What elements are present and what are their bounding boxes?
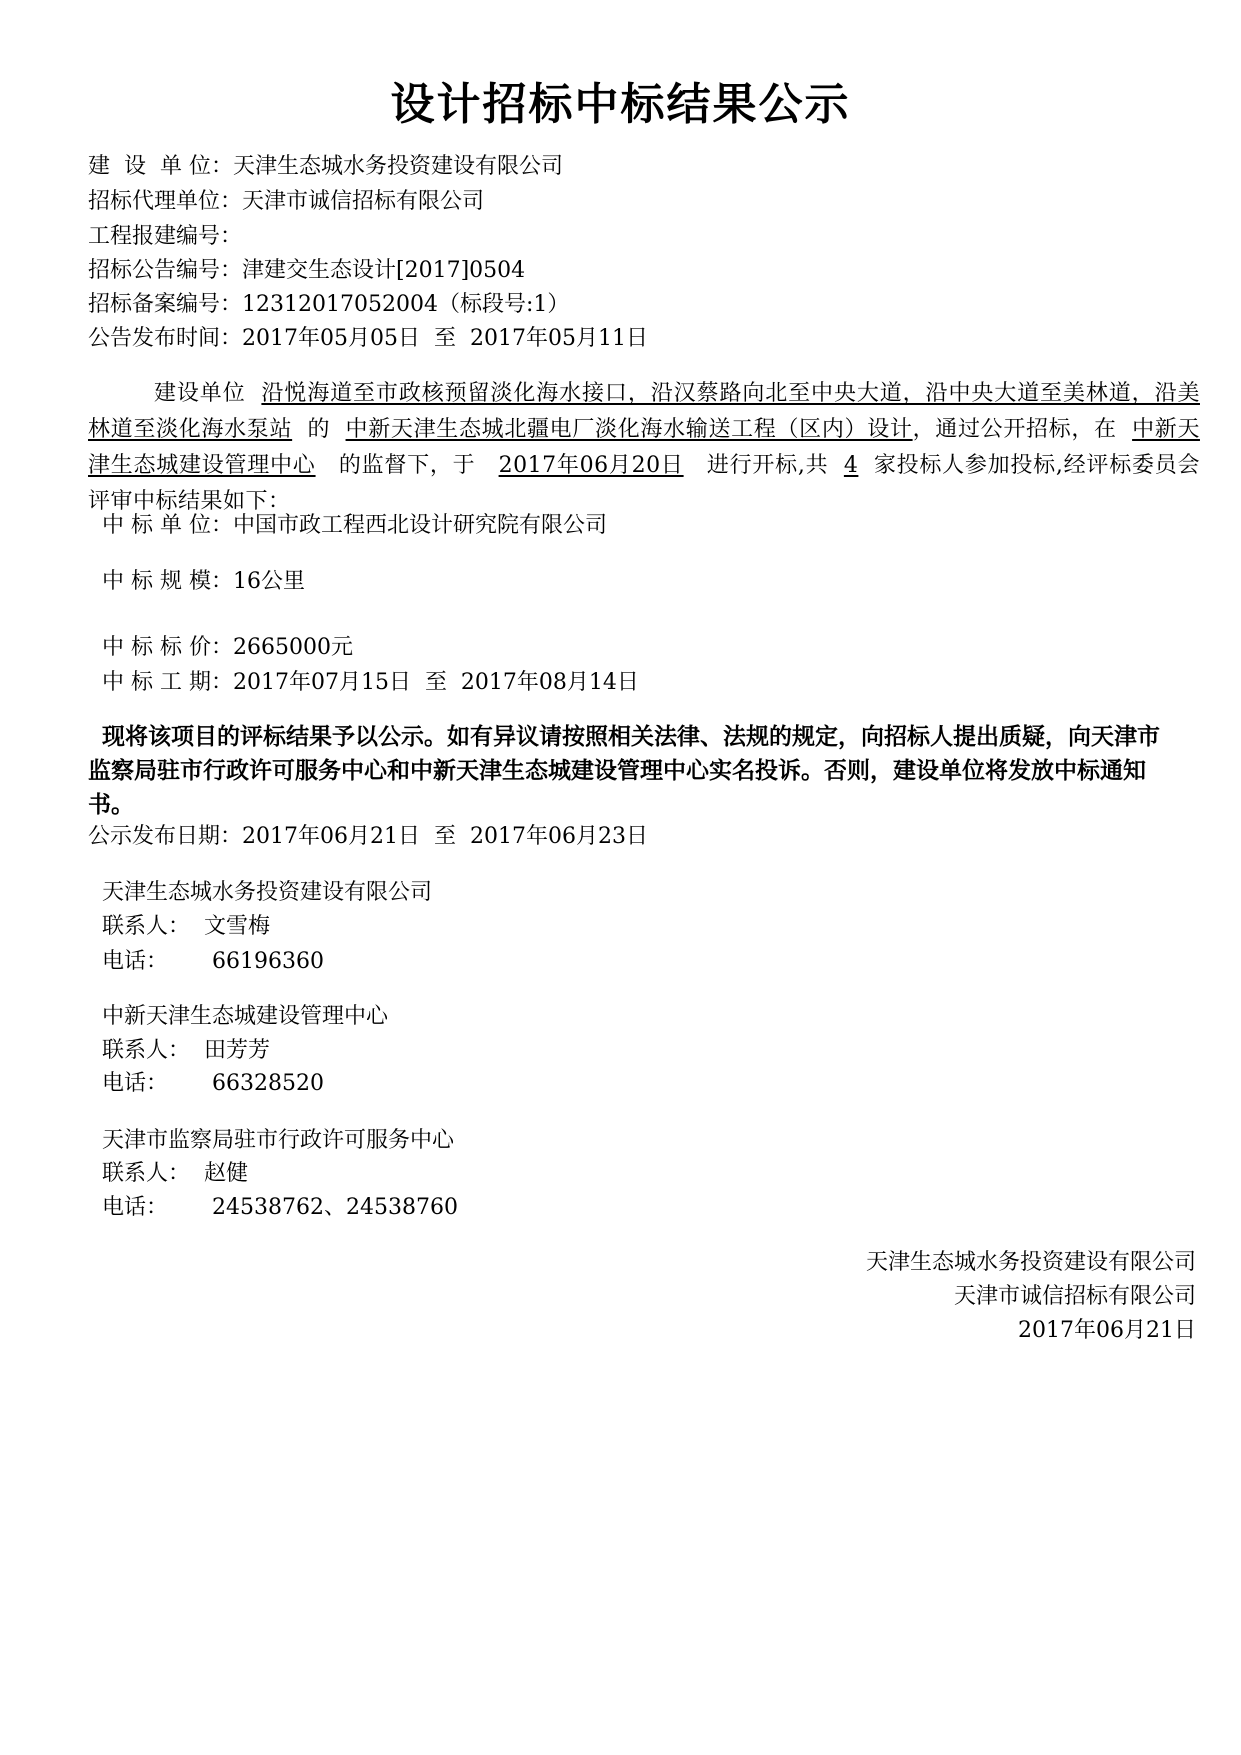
page-title: 设计招标中标结果公示 [390,79,851,130]
period-value: 2017年07月15日 至 2017年08月14日 [232,670,639,695]
contact-phone: 66196360 [212,949,324,974]
contact-phone-label: 电话： [102,949,169,974]
publicity-label: 公示发布日期： [88,824,243,849]
winner-label: 中 标 单 位： [102,513,233,538]
notice-no-value: 津建交生态设计[2017]0504 [242,258,526,283]
intro-text-2: 的 [307,417,331,442]
scale-row [102,567,305,597]
record-no-label: 招标备案编号： [88,292,243,317]
agency-value: 天津市诚信招标有限公司 [242,189,485,214]
signature-builder: 天津生态城水务投资建设有限公司 [865,1250,1196,1275]
winner-value: 中国市政工程西北设计研究院有限公司 [232,513,607,538]
contact-phone-label: 电话： [102,1071,169,1096]
contact-person-label: 联系人： [102,914,191,939]
contact-person: 赵健 [204,1161,249,1186]
record-no-value: 12312017052004（标段号:1） [242,292,570,317]
contact-person-label: 联系人： [102,1161,191,1186]
intro-text-4: 的监督下，于 [338,453,476,478]
price-label: 中 标 标 价： [102,635,233,660]
project-no-row [88,222,242,252]
builder-row [88,152,563,182]
open-date: 2017年06月20日 [498,453,684,478]
project-location: 沿悦海道至市政核预留淡化海水接口，沿汉蔡路向北至中央大道，沿中央大道至美林道，沿美林道至淡化海水泵站 [88,381,1200,442]
contact-person-row [102,912,270,942]
project-no-label: 工程报建编号： [88,224,243,249]
contact-org: 天津市监察局驻市行政许可服务中心 [102,1128,455,1153]
signature-agency: 天津市诚信招标有限公司 [953,1284,1196,1309]
price-value: 2665000元 [232,635,353,660]
period-row [102,668,639,698]
contact-person-label: 联系人： [102,1038,191,1063]
publicity-row [88,822,648,852]
contact-org: 中新天津生态城建设管理中心 [102,1004,389,1029]
contact-phone-label: 电话： [102,1195,169,1220]
project-name: 中新天津生态城北疆电厂淡化海水输送工程（区内）设计 [345,417,913,442]
contact-person: 文雪梅 [204,914,271,939]
signature-date: 2017年06月21日 [1018,1318,1196,1343]
contact-phone-row [102,1193,458,1223]
contact-person: 田芳芳 [204,1038,271,1063]
supervisor-name: 中新天津生态城建设管理中心 [88,417,1200,478]
notice-no-row [88,256,525,286]
publish-time-value: 2017年05月05日 至 2017年05月11日 [242,326,648,351]
agency-label: 招标代理单位： [88,189,243,214]
publish-time-label: 公告发布时间： [88,326,243,351]
contact-phone: 24538762、24538760 [212,1195,458,1220]
bidder-count: 4 [843,453,859,478]
intro-text-3: ，通过公开招标，在 [912,417,1117,442]
publicity-notice: 现将该项目的评标结果予以公示。如有异议请按照相关法律、法规的规定，向招标人提出质疑，向天津市监察局驻市行政许可服务中心和中新天津生态城建设管理中心实名投诉。否则，建设单位将发放中标通知书。 [88,724,1160,818]
intro-text-5: 进行开标,共 [706,453,829,478]
price-row [102,633,353,663]
builder-label: 建 设 单 位： [88,154,233,179]
notice-no-label: 招标公告编号： [88,258,243,283]
scale-label: 中 标 规 模： [102,569,233,594]
intro-paragraph [88,376,1200,520]
publish-time-row [88,324,648,354]
contact-phone: 66328520 [212,1071,324,1096]
period-label: 中 标 工 期： [102,670,233,695]
contact-person-row [102,1036,270,1066]
agency-row [88,187,484,217]
publicity-value: 2017年06月21日 至 2017年06月23日 [242,824,648,849]
winner-row [102,511,607,541]
contact-phone-row [102,947,324,977]
intro-text-6: 家投标人参加投标,经评标委员会评审中标结果如下： [88,453,1200,514]
record-no-row [88,290,569,320]
scale-value: 16公里 [232,569,305,594]
builder-value: 天津生态城水务投资建设有限公司 [232,154,563,179]
contact-person-row [102,1159,248,1189]
contact-phone-row [102,1069,324,1099]
contact-org: 天津生态城水务投资建设有限公司 [102,880,433,905]
intro-text-1: 建设单位 [154,381,246,406]
